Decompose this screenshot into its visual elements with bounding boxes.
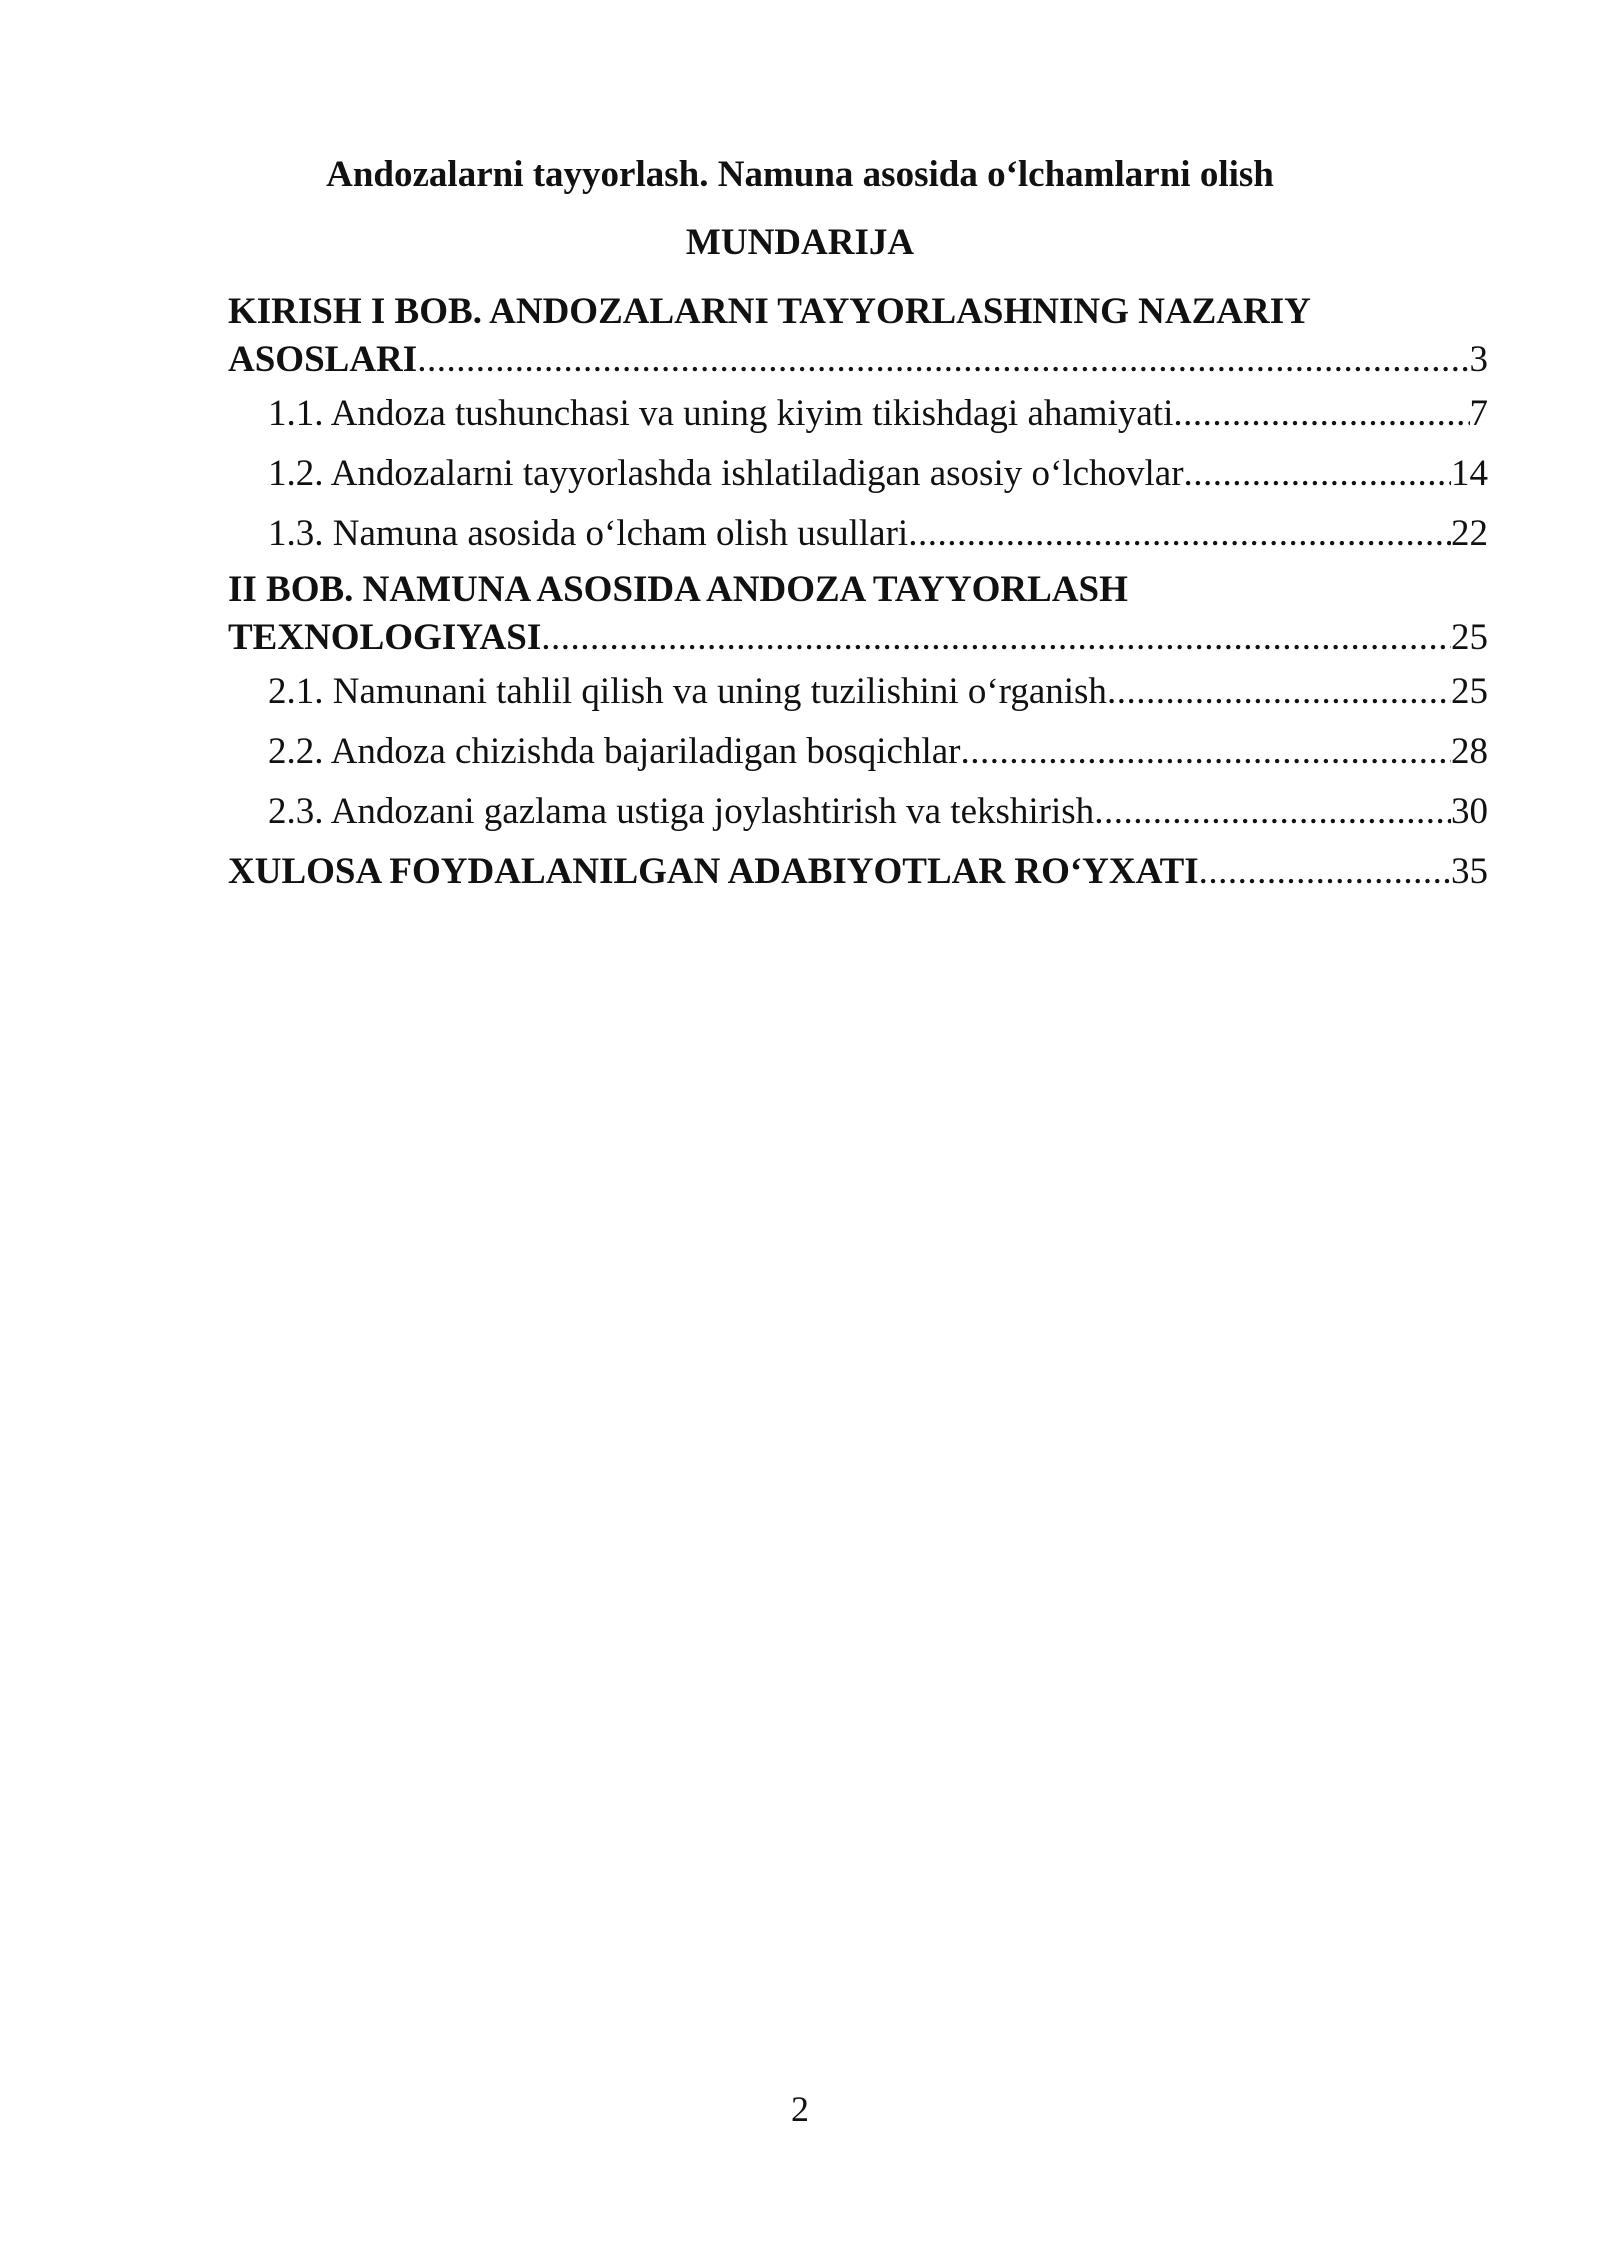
toc-chapter-1-line2 [228,336,1488,384]
toc-section-2-3[interactable] [228,782,1488,842]
toc-page-number: 7 [1469,393,1488,434]
toc-page-number: 14 [1451,453,1488,494]
toc-page-number: 28 [1451,731,1488,772]
toc-section-2-1[interactable] [228,662,1488,722]
toc-chapter-1-title-line1: KIRISH I BOB. ANDOZALARNI TAYYORLASHNING NAZARIY [228,291,1311,332]
toc-leader-dots [961,728,1451,776]
toc-section-label: 1.3. Namuna asosida o‘lcham olish usullari [268,513,909,554]
toc-section-2-2[interactable] [228,722,1488,782]
toc-leader-dots [1094,788,1451,836]
toc-chapter-2[interactable] [228,566,1488,662]
document-title: Andozalarni tayyorlash. Namuna asosida o‘lchamlarni olish [326,154,1274,195]
toc-page-number: 3 [1469,339,1488,380]
toc-section-label: 1.1. Andoza tushunchasi va uning kiyim tikishdagi ahamiyati [268,393,1174,434]
toc-chapter-2-title-line2: TEXNOLOGIYASI [228,617,542,658]
toc-chapter-2-line2 [228,614,1488,662]
toc-section-1-3[interactable] [228,504,1488,564]
toc-chapter-1-title-line2: ASOSLARI [228,339,418,380]
toc-page-number: 25 [1451,617,1488,658]
toc-leader-dots [1199,848,1451,896]
toc-page-number: 35 [1451,851,1488,892]
toc-page-number: 30 [1451,791,1488,832]
toc-section-label: 1.2. Andozalarni tayyorlashda ishlatiladigan asosiy o‘lchovlar [268,453,1184,494]
toc-section-label: 2.3. Andozani gazlama ustiga joylashtirish va tekshirish [268,791,1095,832]
toc-chapter-1[interactable] [228,288,1488,384]
toc-chapter-2-title-line1: II BOB. NAMUNA ASOSIDA ANDOZA TAYYORLASH [228,569,1128,610]
toc-conclusion[interactable] [228,842,1488,902]
page-number: 2 [791,2089,809,2129]
toc-leader-dots [417,336,1469,384]
toc-leader-dots [1184,450,1451,498]
toc-page-number: 25 [1451,671,1488,712]
toc-conclusion-label: XULOSA FOYDALANILGAN ADABIYOTLAR RO‘YXATI [228,851,1199,892]
toc-page-number: 22 [1451,513,1488,554]
toc-leader-dots [908,510,1451,558]
toc-leader-dots [1173,390,1469,438]
toc-section-label: 2.2. Andoza chizishda bajariladigan bosqichlar [268,731,961,772]
toc-section-1-2[interactable] [228,444,1488,504]
toc-heading: MUNDARIJA [685,222,915,263]
toc-section-label: 2.1. Namunani tahlil qilish va uning tuzilishini o‘rganish [268,671,1107,712]
toc-section-1-1[interactable] [228,384,1488,444]
table-of-contents [228,286,1488,902]
toc-leader-dots [541,614,1451,662]
toc-leader-dots [1107,668,1451,716]
